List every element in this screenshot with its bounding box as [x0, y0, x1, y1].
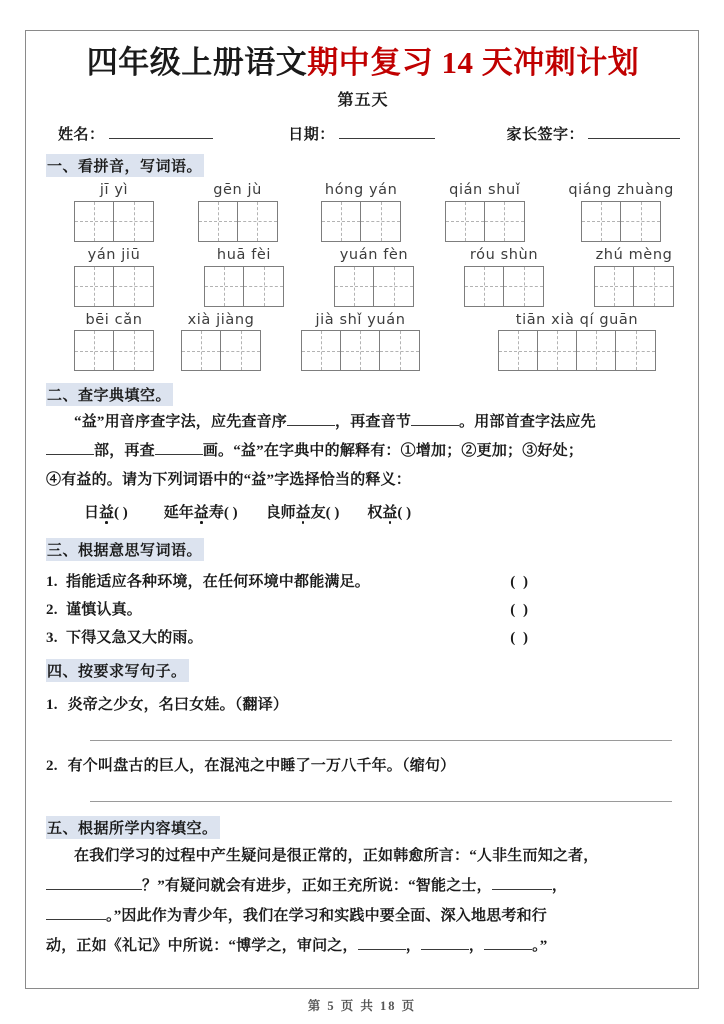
date-input-blank[interactable] — [339, 124, 435, 139]
pinyin-group — [464, 248, 544, 307]
blank-wangchong-quote-1[interactable] — [492, 876, 552, 890]
pinyin-group — [74, 313, 154, 372]
blank-yinjie[interactable] — [411, 412, 459, 426]
tianzige-grid[interactable] — [334, 266, 414, 307]
tianzige-cell[interactable] — [582, 202, 621, 241]
tianzige-grid[interactable] — [74, 330, 154, 371]
tianzige-cell[interactable] — [114, 202, 153, 241]
pinyin-group — [74, 248, 154, 307]
section-2-line1-c: 。用部首查字法应先 — [459, 414, 596, 431]
blank-bihua[interactable] — [155, 441, 203, 455]
tianzige-cell[interactable] — [616, 331, 655, 370]
pinyin-group — [301, 313, 420, 372]
tianzige-grid[interactable] — [464, 266, 544, 307]
section-3-item — [46, 598, 680, 619]
tianzige-grid[interactable] — [445, 201, 525, 242]
guardian-field-group — [506, 123, 680, 144]
tianzige-cell[interactable] — [634, 267, 673, 306]
pinyin-label: huā fèi — [216, 246, 272, 263]
item-answer-paren[interactable]: ( ) — [510, 629, 530, 646]
section-3-heading: 三、根据意思写词语。 — [46, 538, 204, 561]
tianzige-cell[interactable] — [199, 202, 238, 241]
section-1-heading: 一、看拼音，写词语。 — [46, 154, 204, 177]
pinyin-label: róu shùn — [469, 246, 539, 263]
guardian-input-blank[interactable] — [588, 124, 680, 139]
section-5-heading: 五、根据所学内容填空。 — [46, 816, 220, 839]
word-item — [164, 499, 238, 528]
word-pre: 日 — [84, 504, 100, 521]
item-number: 1. — [46, 696, 58, 713]
pinyin-group — [568, 183, 674, 242]
section-2-heading: 二、查字典填空。 — [46, 383, 173, 406]
tianzige-cell[interactable] — [341, 331, 380, 370]
tianzige-cell[interactable] — [182, 331, 221, 370]
name-input-blank[interactable] — [109, 124, 213, 139]
tianzige-grid[interactable] — [498, 330, 656, 371]
pinyin-label: yán jiū — [87, 246, 141, 263]
tianzige-cell[interactable] — [621, 202, 660, 241]
page-title-black: 四年级上册语文 — [86, 45, 308, 80]
section-5-line4-c: ， — [468, 937, 485, 954]
item-text: 有个叫盘古的巨人，在混沌之中睡了一万八千年。（缩句） — [67, 757, 456, 774]
word-post: 友 — [310, 504, 326, 521]
tianzige-cell[interactable] — [335, 267, 374, 306]
student-meta-row — [46, 123, 680, 144]
word-pre: 良师 — [265, 504, 296, 521]
tianzige-grid[interactable] — [74, 201, 154, 242]
tianzige-grid[interactable] — [581, 201, 661, 242]
word-emphasis-char: 益 — [295, 504, 311, 521]
answer-write-line[interactable] — [90, 740, 672, 741]
tianzige-cell[interactable] — [322, 202, 361, 241]
tianzige-cell[interactable] — [538, 331, 577, 370]
word-emphasis-char: 益 — [193, 504, 209, 521]
section-2-line2-b: 画。“益”在字典中的解释有：①增加；②更加；③好处； — [202, 443, 584, 460]
section-5-line2-a: ？”有疑问就会有进步，正如王充所说：“智能之士， — [142, 877, 492, 894]
pinyin-group — [334, 248, 414, 307]
answer-write-line[interactable] — [90, 801, 672, 802]
section-4-item — [46, 754, 680, 775]
tianzige-cell[interactable] — [221, 331, 260, 370]
item-text: 指能适应各种环境，在任何环境中都能满足。 — [66, 573, 371, 590]
section-5-line4-a: 动，正如《礼记》中所说：“博学之，审问之， — [46, 937, 358, 954]
word-emphasis-char: 益 — [99, 504, 115, 521]
page-footer: 第 5 页 共 18 页 — [307, 999, 417, 1013]
blank-wangchong-quote-2[interactable] — [46, 906, 106, 920]
word-answer-paren[interactable]: ( ) — [114, 504, 128, 521]
pinyin-group — [198, 183, 278, 242]
word-answer-paren[interactable]: ( ) — [223, 504, 238, 521]
item-number: 2. — [46, 757, 58, 774]
tianzige-cell[interactable] — [75, 267, 114, 306]
tianzige-cell[interactable] — [75, 202, 114, 241]
tianzige-cell[interactable] — [114, 331, 153, 370]
tianzige-cell[interactable] — [114, 267, 153, 306]
word-answer-paren[interactable]: ( ) — [325, 504, 340, 521]
tianzige-cell[interactable] — [595, 267, 634, 306]
tianzige-grid[interactable] — [181, 330, 261, 371]
blank-yinxu[interactable] — [287, 412, 335, 426]
word-item — [84, 499, 128, 528]
blank-liji-3[interactable] — [484, 936, 532, 950]
pinyin-label: hóng yán — [324, 181, 398, 198]
page-title-red: 期中复习 14 天冲刺计划 — [307, 45, 640, 80]
blank-hanyu-quote[interactable] — [46, 876, 142, 890]
tianzige-grid[interactable] — [198, 201, 278, 242]
section-2-body — [46, 408, 680, 494]
blank-liji-1[interactable] — [358, 936, 406, 950]
item-answer-paren[interactable]: ( ) — [510, 601, 530, 618]
section-2-word-row — [46, 499, 680, 528]
pinyin-group — [594, 248, 674, 307]
worksheet-page — [25, 30, 699, 989]
pinyin-row-1 — [46, 183, 680, 242]
section-5-body — [46, 841, 680, 961]
tianzige-grid[interactable] — [204, 266, 284, 307]
pinyin-label: yuán fèn — [339, 246, 409, 263]
pinyin-label: bēi cǎn — [85, 311, 143, 328]
blank-bushou[interactable] — [46, 441, 94, 455]
tianzige-cell[interactable] — [238, 202, 277, 241]
pinyin-group — [204, 248, 284, 307]
section-2-line1-a: “益”用音序查字法，应先查音序 — [74, 414, 288, 431]
pinyin-group — [321, 183, 401, 242]
tianzige-grid[interactable] — [321, 201, 401, 242]
section-4-item — [46, 693, 680, 714]
item-text: 下得又急又大的雨。 — [66, 629, 203, 646]
word-emphasis-char: 益 — [382, 504, 398, 521]
tianzige-cell[interactable] — [446, 202, 485, 241]
tianzige-cell[interactable] — [361, 202, 400, 241]
tianzige-grid[interactable] — [74, 266, 154, 307]
pinyin-label: qiáng zhuàng — [568, 181, 674, 198]
pinyin-label: tiān xià qí guān — [515, 311, 639, 328]
tianzige-cell[interactable] — [302, 331, 341, 370]
pinyin-group — [181, 313, 261, 372]
pinyin-label: zhú mèng — [595, 246, 673, 263]
section-2-line3: ④有益的。请为下列词语中的“益”字选择恰当的释义： — [46, 472, 412, 489]
tianzige-cell[interactable] — [485, 202, 524, 241]
name-label: 姓名： — [58, 126, 105, 143]
pinyin-label: jià shǐ yuán — [315, 311, 406, 328]
tianzige-cell[interactable] — [75, 331, 114, 370]
tianzige-cell[interactable] — [244, 267, 283, 306]
tianzige-cell[interactable] — [374, 267, 413, 306]
section-3-item — [46, 570, 680, 591]
tianzige-cell[interactable] — [205, 267, 244, 306]
section-4-heading: 四、按要求写句子。 — [46, 659, 189, 682]
pinyin-label: gēn jù — [213, 181, 262, 198]
word-pre: 权 — [367, 504, 383, 521]
date-label: 日期： — [288, 126, 335, 143]
pinyin-group — [445, 183, 525, 242]
section-5-line1: 在我们学习的过程中产生疑问是很正常的，正如韩愈所言：“人非生而知之者， — [74, 847, 599, 864]
word-item — [367, 499, 411, 528]
pinyin-label: xià jiàng — [187, 311, 255, 328]
pinyin-label: qián shuǐ — [449, 181, 521, 198]
section-5-line3: 。”因此作为青少年，我们在学习和实践中要全面、深入地思考和行 — [106, 907, 548, 924]
guardian-label: 家长签字： — [506, 126, 584, 143]
tianzige-grid[interactable] — [594, 266, 674, 307]
pinyin-label: jī yì — [99, 181, 129, 198]
page-subtitle: 第五天 — [337, 91, 389, 109]
pinyin-group — [498, 313, 656, 372]
section-5-line4-d: 。” — [532, 937, 548, 954]
item-number: 3. — [46, 629, 58, 646]
item-text: 炎帝之少女，名曰女娃。（翻译） — [67, 696, 289, 713]
tianzige-grid[interactable] — [301, 330, 420, 371]
word-post: 寿 — [208, 504, 224, 521]
word-pre: 延年 — [163, 504, 194, 521]
tianzige-cell[interactable] — [465, 267, 504, 306]
blank-liji-2[interactable] — [421, 936, 469, 950]
tianzige-cell[interactable] — [577, 331, 616, 370]
item-number: 2. — [46, 601, 58, 618]
name-field-group — [58, 123, 213, 144]
item-answer-paren[interactable]: ( ) — [510, 573, 530, 590]
tianzige-cell[interactable] — [504, 267, 543, 306]
pinyin-row-3 — [46, 313, 680, 372]
page-title — [46, 43, 680, 83]
item-text: 谨慎认真。 — [66, 601, 143, 618]
section-2-line1-b: ，再查音节 — [335, 414, 412, 431]
date-field-group — [288, 123, 435, 144]
pinyin-group — [74, 183, 154, 242]
tianzige-cell[interactable] — [499, 331, 538, 370]
section-3-item — [46, 626, 680, 647]
section-5-line2-b: ， — [551, 877, 568, 894]
word-answer-paren[interactable]: ( ) — [397, 504, 412, 521]
word-item — [266, 499, 340, 528]
section-5-line4-b: ， — [405, 937, 421, 954]
item-number: 1. — [46, 573, 58, 590]
pinyin-row-2 — [46, 248, 680, 307]
section-2-line2-a: 部，再查 — [94, 443, 155, 460]
tianzige-cell[interactable] — [380, 331, 419, 370]
